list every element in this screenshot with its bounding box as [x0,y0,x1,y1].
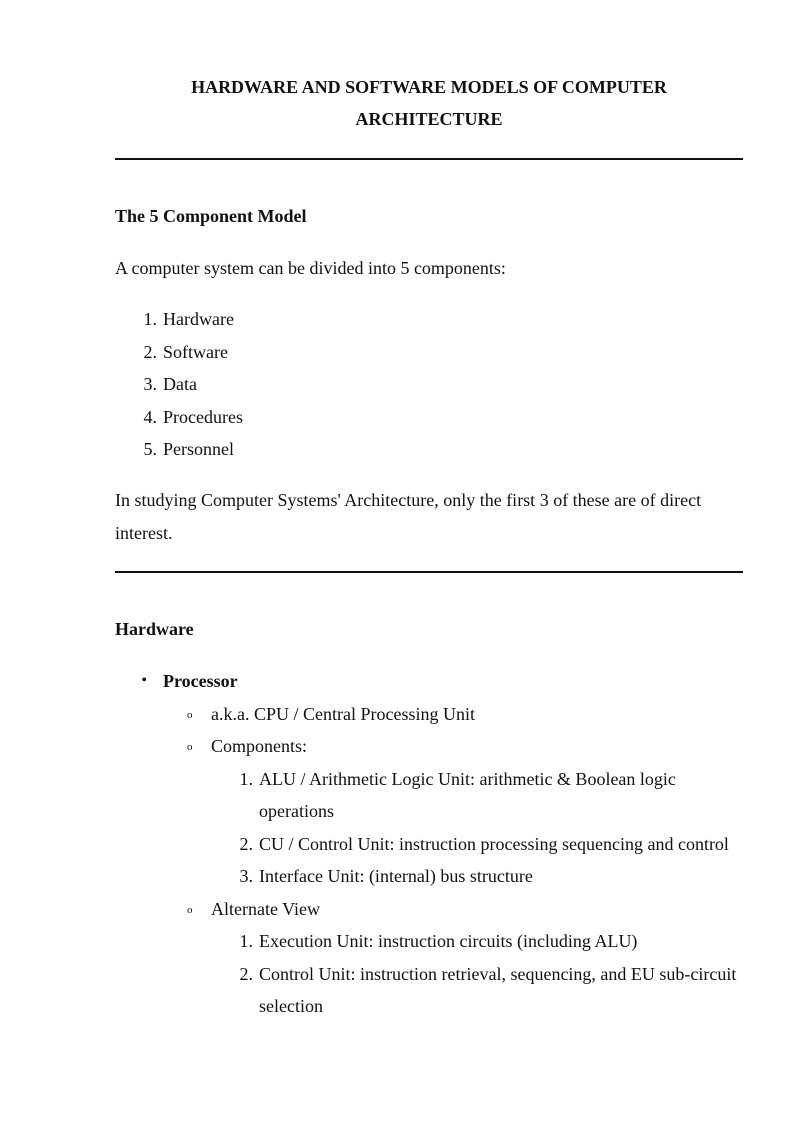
processor-aka: a.k.a. CPU / Central Processing Unit [211,703,475,724]
list-number: 3. [239,866,253,886]
processor-details-list [187,698,743,1023]
document-page [115,0,743,1016]
list-item [239,925,743,958]
list-item-aka [187,698,743,731]
list-item [143,336,243,369]
list-item-components [187,730,743,893]
component-model-note: In studying Computer Systems' Architecture, only the first 3 of these are of direct interest. [115,490,702,543]
list-number: 2. [239,963,253,984]
list-number: 2. [143,341,157,362]
section-heading-component-model: The 5 Component Model [115,206,307,226]
list-item [239,958,743,1023]
list-item-text: CU / Control Unit: instruction processing sequencing and control [259,833,729,854]
list-item-label: Hardware [163,309,234,329]
components-list [143,303,243,466]
list-item [239,860,743,893]
list-item [143,401,243,434]
processor-components-list [239,763,743,893]
title-line-1: HARDWARE AND SOFTWARE MODELS OF COMPUTER [191,77,667,97]
alternate-view-label: Alternate View [211,898,321,919]
list-item-text: Execution Unit: instruction circuits (including ALU) [259,931,638,951]
list-item-text: ALU / Arithmetic Logic Unit: arithmetic & Boolean logic operations [259,768,676,821]
list-item-text: Interface Unit: (internal) bus structure [259,866,533,886]
component-model-intro: A computer system can be divided into 5 components: [115,258,506,278]
circle-bullet-icon: o [187,708,193,721]
bullet-icon: • [141,672,147,689]
horizontal-divider [115,158,743,160]
hardware-list [141,665,743,1023]
list-number: 5. [143,439,157,459]
section-heading-hardware: Hardware [115,619,194,639]
list-item-alternate-view [187,893,743,1023]
circle-bullet-icon: o [187,741,193,753]
list-number: 4. [143,406,157,427]
horizontal-divider [115,571,743,573]
alternate-view-list [239,925,743,1023]
list-item [143,303,243,336]
list-number: 2. [239,833,253,854]
list-number: 1. [239,768,253,789]
list-item-label: Data [163,374,197,394]
list-item-text: Control Unit: instruction retrieval, sequencing, and EU sub-circuit selection [259,963,737,1016]
list-item [239,828,743,861]
list-number: 1. [239,931,253,951]
list-item-label: Software [163,341,228,362]
list-item-label: Procedures [163,406,243,427]
list-item-label: Personnel [163,439,234,459]
list-number: 1. [143,309,157,329]
list-item [239,763,743,828]
document-title [115,0,743,135]
title-line-2: ARCHITECTURE [355,109,503,129]
processor-label: Processor [163,671,238,691]
components-label: Components: [211,736,308,756]
list-number: 3. [143,374,157,394]
list-item [143,433,243,466]
list-item-processor [141,665,743,1023]
list-item [143,368,243,401]
circle-bullet-icon: o [187,903,193,916]
